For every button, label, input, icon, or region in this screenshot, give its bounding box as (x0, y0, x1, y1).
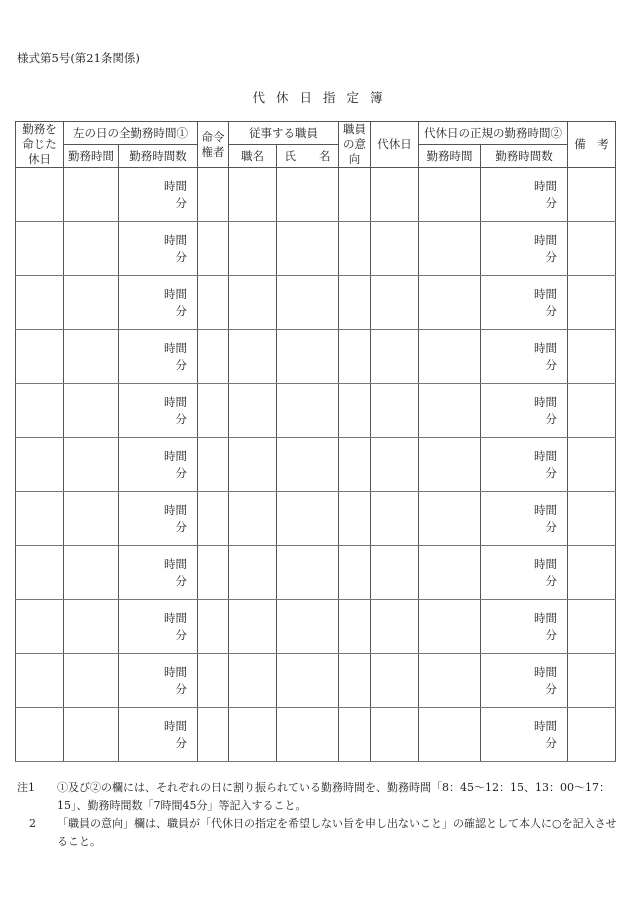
table-cell[interactable] (568, 222, 616, 276)
table-cell[interactable] (371, 438, 419, 492)
table-row (16, 708, 616, 762)
form-number: 様式第5号(第21条関係) (17, 51, 140, 65)
table-cell[interactable] (339, 384, 371, 438)
unit-minutes-label: 分 (175, 519, 187, 534)
header-regular-work-hours-count: 勤務時間数 (481, 145, 568, 168)
table-cell[interactable] (277, 384, 339, 438)
table-cell[interactable] (419, 384, 481, 438)
table-cell[interactable] (198, 276, 229, 330)
table-cell[interactable] (339, 438, 371, 492)
table-cell[interactable] (371, 654, 419, 708)
table-cell[interactable] (198, 384, 229, 438)
regular-work-hours-count-cell[interactable] (481, 438, 568, 492)
table-cell[interactable] (64, 654, 119, 708)
table-cell[interactable] (277, 546, 339, 600)
table-cell[interactable] (16, 492, 64, 546)
unit-hours-label: 時間 (534, 718, 557, 733)
header-holiday: 勤務を 命じた 休日 (16, 122, 64, 168)
table-cell[interactable] (371, 330, 419, 384)
table-cell[interactable] (229, 222, 277, 276)
table-cell[interactable] (339, 492, 371, 546)
work-hours-count-cell[interactable] (119, 222, 198, 276)
work-hours-count-cell[interactable] (119, 708, 198, 762)
table-cell[interactable] (16, 276, 64, 330)
work-hours-count-cell[interactable] (119, 168, 198, 222)
table-cell[interactable] (229, 276, 277, 330)
table-cell[interactable] (277, 438, 339, 492)
unit-hours-label: 時間 (534, 556, 557, 571)
header-remarks: 備 考 (568, 122, 616, 168)
table-cell[interactable] (568, 708, 616, 762)
table-row (16, 546, 616, 600)
regular-work-hours-count-cell[interactable] (481, 600, 568, 654)
table-cell[interactable] (198, 168, 229, 222)
table-cell[interactable] (16, 168, 64, 222)
unit-minutes-label: 分 (545, 573, 557, 588)
table-cell[interactable] (568, 330, 616, 384)
table-cell[interactable] (16, 222, 64, 276)
unit-hours-label: 時間 (164, 610, 187, 625)
header-authorizer: 命令 権者 (198, 122, 229, 168)
table-row (16, 654, 616, 708)
table-cell[interactable] (229, 600, 277, 654)
unit-minutes-label: 分 (545, 465, 557, 480)
regular-work-hours-count-cell[interactable] (481, 708, 568, 762)
table-cell[interactable] (64, 600, 119, 654)
table-row (16, 168, 616, 222)
unit-hours-label: 時間 (164, 232, 187, 247)
header-staff: 従事する職員 (229, 122, 339, 145)
table-cell[interactable] (64, 384, 119, 438)
unit-minutes-label: 分 (545, 357, 557, 372)
table-cell[interactable] (64, 708, 119, 762)
unit-hours-label: 時間 (164, 664, 187, 679)
unit-minutes-label: 分 (175, 681, 187, 696)
regular-work-hours-count-cell[interactable] (481, 222, 568, 276)
unit-hours-label: 時間 (534, 286, 557, 301)
table-cell[interactable] (419, 222, 481, 276)
header-work-hours: 勤務時間 (64, 145, 119, 168)
unit-minutes-label: 分 (175, 735, 187, 750)
unit-minutes-label: 分 (175, 249, 187, 264)
table-cell[interactable] (339, 168, 371, 222)
table-cell[interactable] (277, 276, 339, 330)
header-substitute-day: 代休日 (371, 122, 419, 168)
unit-minutes-label: 分 (545, 519, 557, 534)
substitute-holiday-register-table (15, 121, 616, 762)
table-cell[interactable] (229, 330, 277, 384)
header-name: 氏 名 (277, 145, 339, 168)
unit-hours-label: 時間 (164, 448, 187, 463)
regular-work-hours-count-cell[interactable] (481, 492, 568, 546)
table-cell[interactable] (277, 600, 339, 654)
page-title: 代休日指定簿 (252, 90, 394, 105)
table-cell[interactable] (277, 168, 339, 222)
unit-hours-label: 時間 (164, 556, 187, 571)
header-regular-work-hours: 勤務時間 (419, 145, 481, 168)
table-cell[interactable] (64, 546, 119, 600)
table-cell[interactable] (198, 222, 229, 276)
unit-minutes-label: 分 (545, 303, 557, 318)
table-cell[interactable] (64, 438, 119, 492)
table-cell[interactable] (371, 492, 419, 546)
unit-minutes-label: 分 (545, 681, 557, 696)
header-position: 職名 (229, 145, 277, 168)
table-cell[interactable] (568, 492, 616, 546)
unit-hours-label: 時間 (534, 394, 557, 409)
unit-hours-label: 時間 (534, 340, 557, 355)
table-cell[interactable] (198, 708, 229, 762)
table-cell[interactable] (64, 276, 119, 330)
table-cell[interactable] (568, 276, 616, 330)
work-hours-count-cell[interactable] (119, 654, 198, 708)
unit-minutes-label: 分 (175, 573, 187, 588)
table-cell[interactable] (198, 330, 229, 384)
table-cell[interactable] (198, 546, 229, 600)
regular-work-hours-count-cell[interactable] (481, 384, 568, 438)
note-1: 注1 ①及び②の欄には、それぞれの日に割り振られている勤務時間を、勤務時間「8：45〜12：15、13：00〜17：15」、勤務時間数「7時間45分」等記入すること。 (17, 781, 610, 812)
table-cell[interactable] (198, 492, 229, 546)
table-cell[interactable] (64, 222, 119, 276)
unit-hours-label: 時間 (534, 232, 557, 247)
work-hours-count-cell[interactable] (119, 546, 198, 600)
table-cell[interactable] (339, 276, 371, 330)
table-cell[interactable] (64, 330, 119, 384)
table-cell[interactable] (229, 654, 277, 708)
table-cell[interactable] (277, 492, 339, 546)
table-cell[interactable] (277, 330, 339, 384)
table-cell[interactable] (64, 168, 119, 222)
table-row (16, 438, 616, 492)
unit-minutes-label: 分 (175, 303, 187, 318)
unit-hours-label: 時間 (164, 340, 187, 355)
table-cell[interactable] (568, 546, 616, 600)
table-row (16, 222, 616, 276)
table-cell[interactable] (419, 168, 481, 222)
table-cell[interactable] (371, 546, 419, 600)
table-cell[interactable] (568, 438, 616, 492)
table-cell[interactable] (16, 600, 64, 654)
work-hours-count-cell[interactable] (119, 330, 198, 384)
unit-hours-label: 時間 (164, 394, 187, 409)
table-row (16, 276, 616, 330)
table-cell[interactable] (568, 600, 616, 654)
unit-hours-label: 時間 (164, 502, 187, 517)
table-cell[interactable] (339, 222, 371, 276)
unit-minutes-label: 分 (175, 465, 187, 480)
regular-work-hours-count-cell[interactable] (481, 330, 568, 384)
table-cell[interactable] (371, 708, 419, 762)
header-work-on-day: 左の日の全勤務時間① (64, 122, 198, 145)
unit-minutes-label: 分 (175, 357, 187, 372)
table-row (16, 600, 616, 654)
unit-minutes-label: 分 (175, 195, 187, 210)
table-cell[interactable] (277, 654, 339, 708)
header-regular-hours: 代休日の正規の勤務時間② (419, 122, 568, 145)
table-cell[interactable] (419, 708, 481, 762)
table-cell[interactable] (568, 654, 616, 708)
table-cell[interactable] (277, 708, 339, 762)
table-cell[interactable] (568, 384, 616, 438)
table-cell[interactable] (419, 330, 481, 384)
regular-work-hours-count-cell[interactable] (481, 546, 568, 600)
table-row (16, 384, 616, 438)
table-cell[interactable] (419, 654, 481, 708)
table-cell[interactable] (339, 546, 371, 600)
table-row (16, 492, 616, 546)
note-2: 2 「職員の意向」欄は、職員が「代休日の指定を希望しない旨を申し出ないこと」の確認として本人に○を記入させること。 (29, 817, 617, 848)
table-cell[interactable] (339, 600, 371, 654)
table-row (16, 330, 616, 384)
table-cell[interactable] (277, 222, 339, 276)
table-cell[interactable] (229, 438, 277, 492)
table-cell[interactable] (419, 600, 481, 654)
unit-hours-label: 時間 (164, 178, 187, 193)
unit-minutes-label: 分 (545, 249, 557, 264)
table-cell[interactable] (229, 384, 277, 438)
unit-minutes-label: 分 (175, 411, 187, 426)
table-cell[interactable] (64, 492, 119, 546)
table-cell[interactable] (229, 708, 277, 762)
work-hours-count-cell[interactable] (119, 276, 198, 330)
unit-hours-label: 時間 (164, 286, 187, 301)
header-staff-intent: 職員 の意 向 (339, 122, 371, 168)
table-cell[interactable] (419, 276, 481, 330)
table-cell[interactable] (16, 438, 64, 492)
unit-minutes-label: 分 (545, 627, 557, 642)
unit-minutes-label: 分 (175, 627, 187, 642)
table-cell[interactable] (339, 330, 371, 384)
table-cell[interactable] (371, 276, 419, 330)
table-cell[interactable] (371, 222, 419, 276)
unit-minutes-label: 分 (545, 735, 557, 750)
table-cell[interactable] (419, 546, 481, 600)
unit-minutes-label: 分 (545, 411, 557, 426)
unit-hours-label: 時間 (534, 610, 557, 625)
table-cell[interactable] (16, 708, 64, 762)
notes (17, 779, 617, 851)
table-cell[interactable] (419, 492, 481, 546)
unit-hours-label: 時間 (534, 502, 557, 517)
table-cell[interactable] (229, 546, 277, 600)
work-hours-count-cell[interactable] (119, 492, 198, 546)
work-hours-count-cell[interactable] (119, 384, 198, 438)
table-cell[interactable] (16, 384, 64, 438)
unit-hours-label: 時間 (534, 178, 557, 193)
table-cell[interactable] (419, 438, 481, 492)
table-cell[interactable] (229, 168, 277, 222)
table-cell[interactable] (198, 438, 229, 492)
table-cell[interactable] (229, 492, 277, 546)
table-cell[interactable] (16, 654, 64, 708)
table-cell[interactable] (371, 168, 419, 222)
table-cell[interactable] (568, 168, 616, 222)
table-cell[interactable] (371, 384, 419, 438)
table-cell[interactable] (16, 546, 64, 600)
table-cell[interactable] (16, 330, 64, 384)
unit-minutes-label: 分 (545, 195, 557, 210)
regular-work-hours-count-cell[interactable] (481, 654, 568, 708)
table-cell[interactable] (198, 600, 229, 654)
regular-work-hours-count-cell[interactable] (481, 168, 568, 222)
header-work-hours-count: 勤務時間数 (119, 145, 198, 168)
table-cell[interactable] (371, 600, 419, 654)
table-cell[interactable] (339, 654, 371, 708)
table-cell[interactable] (198, 654, 229, 708)
unit-hours-label: 時間 (534, 664, 557, 679)
table-cell[interactable] (339, 708, 371, 762)
unit-hours-label: 時間 (164, 718, 187, 733)
work-hours-count-cell[interactable] (119, 438, 198, 492)
regular-work-hours-count-cell[interactable] (481, 276, 568, 330)
work-hours-count-cell[interactable] (119, 600, 198, 654)
unit-hours-label: 時間 (534, 448, 557, 463)
